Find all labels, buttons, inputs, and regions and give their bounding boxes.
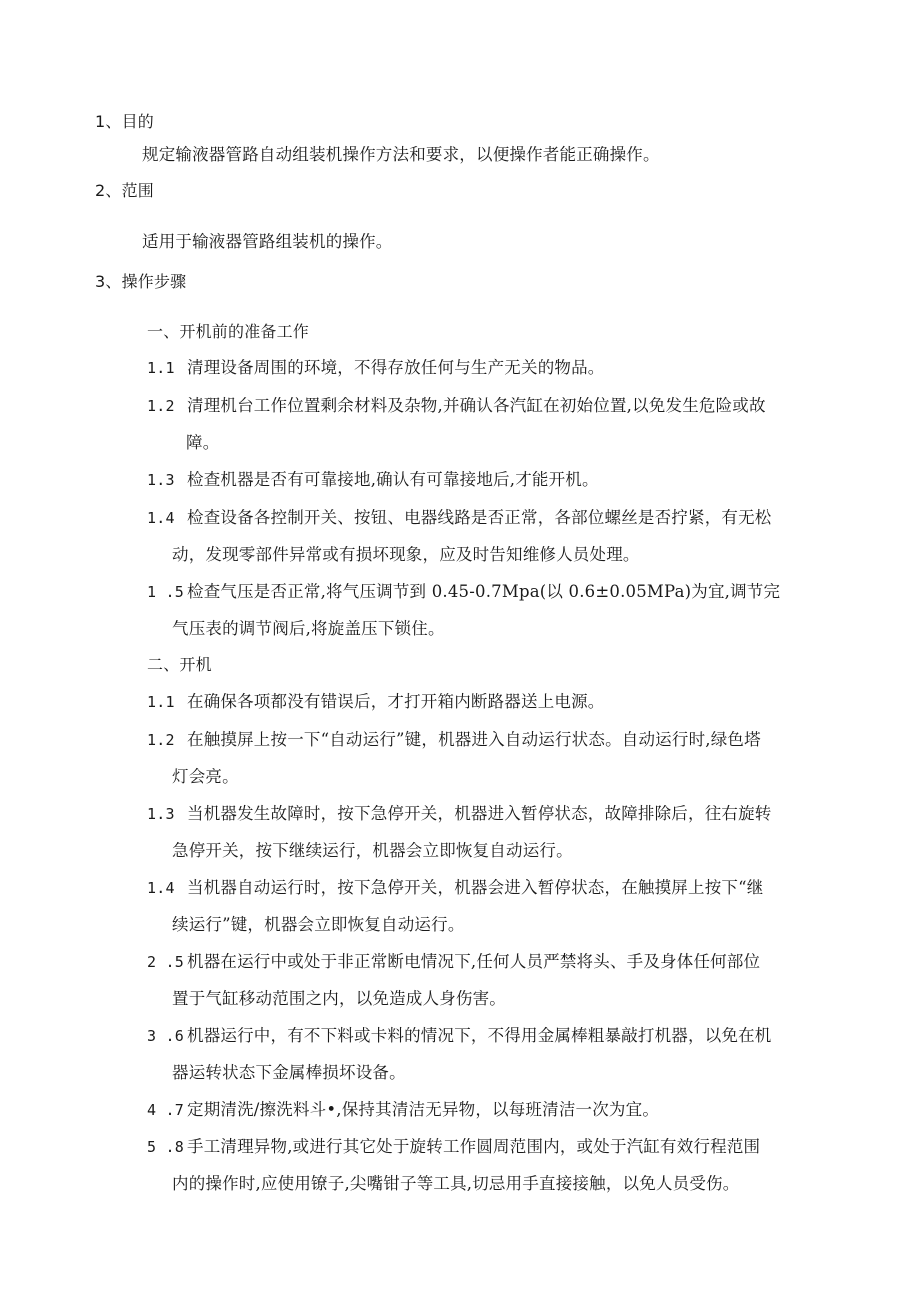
item-number: 2 .5 <box>147 953 184 971</box>
item-number: 1.4 <box>147 879 175 897</box>
item-text: 当机器自动运行时，按下急停开关，机器会进入暂停状态，在触摸屏上按下“继 <box>187 878 764 897</box>
item-text-continued: 器运转状态下金属棒损坏设备。 <box>172 1063 406 1082</box>
list-item <box>147 1026 772 1046</box>
item-text: 清理机台工作位置剩余材料及杂物,并确认各汽缸在初始位置,以免发生危险或故 <box>187 396 766 415</box>
item-number: 1.1 <box>147 693 175 711</box>
item-text-continued: 续运行”键，机器会立即恢复自动运行。 <box>172 915 465 934</box>
item-number: 4 .7 <box>147 1101 184 1119</box>
item-text-continued: 置于气缸移动范围之内，以免造成人身伤害。 <box>172 989 506 1008</box>
item-number: 3 .6 <box>147 1027 184 1045</box>
list-item <box>147 1137 760 1157</box>
part-1-title: 一、开机前的准备工作 <box>147 322 310 341</box>
section-2-body: 适用于输液器管路组装机的操作。 <box>142 232 393 251</box>
section-2-heading: 2、范围 <box>95 181 154 200</box>
item-number: 1.1 <box>147 359 175 377</box>
list-item <box>147 396 766 416</box>
list-item <box>147 1100 659 1120</box>
item-text-continued: 急停开关，按下继续运行，机器会立即恢复自动运行。 <box>172 841 573 860</box>
item-text: 检查机器是否有可靠接地,确认有可靠接地后,才能开机。 <box>187 470 599 489</box>
list-item <box>147 358 605 378</box>
item-number: 1.2 <box>147 731 175 749</box>
item-number: 1.4 <box>147 509 175 527</box>
item-text: 机器运行中，有不下料或卡料的情况下，不得用金属棒粗暴敲打机器，以免在机 <box>187 1026 772 1045</box>
list-item <box>147 730 761 750</box>
item-text-continued: 动，发现零部件异常或有损坏现象，应及时告知维修人员处理。 <box>172 545 640 564</box>
part-2-title: 二、开机 <box>147 655 212 674</box>
list-item <box>147 582 780 602</box>
item-text: 当机器发生故障时，按下急停开关，机器进入暂停状态，故障排除后，往右旋转 <box>187 804 772 823</box>
list-item <box>147 692 605 712</box>
item-text-continued: 障。 <box>186 433 220 452</box>
item-text: 在确保各项都没有错误后，才打开箱内断路器送上电源。 <box>187 692 605 711</box>
list-item <box>147 952 760 972</box>
item-text-continued: 内的操作时,应使用镣子,尖嘴钳子等工具,切忌用手直接接触，以免人员受伤。 <box>172 1174 740 1193</box>
item-text-continued: 灯会亮。 <box>172 767 239 786</box>
item-text: 检查设备各控制开关、按钮、电器线路是否正常，各部位螺丝是否拧紧，有无松 <box>187 508 772 527</box>
list-item <box>147 804 772 824</box>
section-1-heading: 1、目的 <box>95 112 154 131</box>
section-3-heading: 3、操作步骤 <box>95 272 187 291</box>
item-number: 1.3 <box>147 805 175 823</box>
item-number: 1 .5 <box>147 583 184 601</box>
item-text: 机器在运行中或处于非正常断电情况下,任何人员严禁将头、手及身体任何部位 <box>187 952 761 971</box>
item-text: 手工清理异物,或进行其它处于旋转工作圆周范围内，或处于汽缸有效行程范围 <box>187 1137 761 1156</box>
item-number: 1.2 <box>147 397 175 415</box>
item-text: 定期清洗/擦洗料斗•,保持其清洁无异物，以每班清洁一次为宜。 <box>187 1100 660 1119</box>
list-item <box>147 508 772 528</box>
section-1-body: 规定输液器管路自动组装机操作方法和要求，以便操作者能正确操作。 <box>142 145 660 164</box>
list-item <box>147 470 599 490</box>
item-text: 清理设备周围的环境，不得存放任何与生产无关的物品。 <box>187 358 605 377</box>
list-item <box>147 878 763 898</box>
item-text: 检查气压是否正常,将气压调节到 0.45-0.7Mpa(以 0.6±0.05MPa)为宜,调节完 <box>187 582 781 601</box>
item-number: 1.3 <box>147 471 175 489</box>
item-text-continued: 气压表的调节阀后,将旋盖压下锁住。 <box>172 619 445 638</box>
item-number: 5 .8 <box>147 1138 184 1156</box>
item-text: 在触摸屏上按一下“自动运行”键，机器进入自动运行状态。自动运行时,绿色塔 <box>187 730 761 749</box>
